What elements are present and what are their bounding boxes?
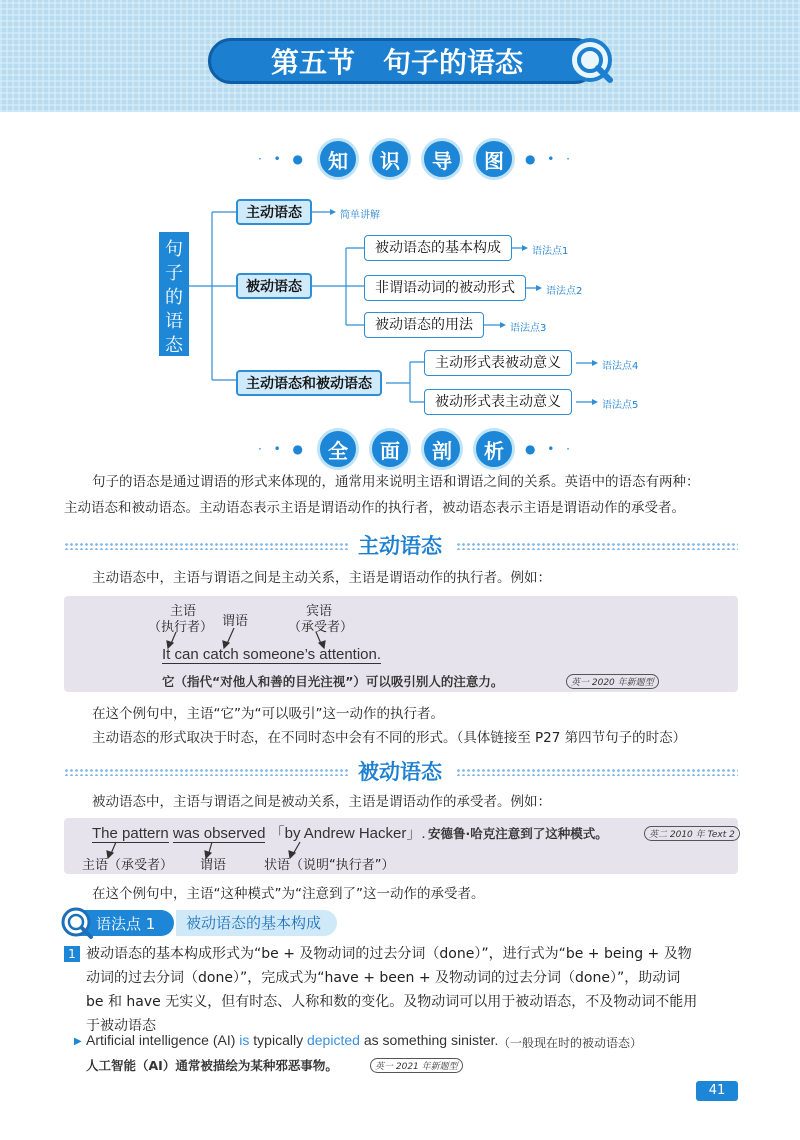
badge-char: 析 <box>473 428 515 470</box>
page-title: 第五节 句子的语态 <box>208 38 598 84</box>
grammar-example-note: （一般现在时的被动语态） <box>498 1036 643 1050</box>
ex-part-a: Artificial intelligence (AI) <box>86 1032 236 1048</box>
grammar-example-source: 英一 2021 年新题型 <box>370 1058 463 1073</box>
badge-char: 知 <box>317 138 359 180</box>
node-passive: 被动语态 <box>236 273 312 299</box>
ann-passive-subject: 主语（承受者） <box>82 858 174 873</box>
magnifier-small-icon <box>60 906 94 940</box>
badge-char: 图 <box>473 138 515 180</box>
passive-note: 在这个例句中，主语“这种模式”为“注意到了”这一动作的承受者。 <box>92 886 485 902</box>
active-example-zh: 它（指代“对他人和善的目光注视”）可以吸引别人的注意力。 <box>162 674 504 689</box>
ex-part-b: is <box>239 1032 250 1048</box>
badge-char: 全 <box>317 428 359 470</box>
node-passive-usage: 被动语态的用法 <box>364 312 484 338</box>
dots-decoration: ● • · <box>525 152 574 166</box>
grammar-point-tag-label: 语法点 1 <box>96 914 156 933</box>
ref-point-5: 语法点5 <box>602 400 639 411</box>
active-example-text: It can catch someone’s attention. <box>162 646 382 663</box>
ann-object-role: （承受者） <box>288 620 354 635</box>
passive-example-source: 英二 2010 年 Text 2 <box>644 826 740 841</box>
intro-line-2: 主动语态和被动语态。主动语态表示主语是谓语动作的执行者，被动语态表示主语是谓语动作的承受者。 <box>64 500 685 516</box>
node-passive-basic: 被动语态的基本构成 <box>364 235 512 261</box>
ann-passive-adverbial: 状语（说明“执行者”） <box>264 858 395 873</box>
mindmap-root: 句子的语态 <box>159 232 189 356</box>
node-active-form-passive: 主动形式表被动意义 <box>424 350 572 376</box>
ex-part-e: as something sinister. <box>363 1032 499 1048</box>
grammar-example-en <box>86 1032 498 1048</box>
grammar-text-2: 动词的过去分词（done）”，完成式为“have + been + 及物动词的过去分词（done）”，助动词 <box>86 970 681 986</box>
ann-predicate: 谓语 <box>222 614 249 629</box>
active-heading: 主动语态 <box>358 534 442 558</box>
dots-decoration: · • ● <box>258 152 307 166</box>
ann-subject: 主语 <box>170 604 197 619</box>
ref-point-1: 语法点1 <box>532 246 569 257</box>
grammar-point-title: 被动语态的基本构成 <box>176 910 337 936</box>
grammar-example-zh: 人工智能（AI）通常被描绘为某种邪恶事物。 <box>86 1058 338 1073</box>
active-lead: 主动语态中，主语与谓语之间是主动关系，主语是谓语动作的执行者。例如： <box>92 570 551 586</box>
passive-subject-text: The pattern <box>92 825 169 842</box>
node-passive-form-active: 被动形式表主动意义 <box>424 389 572 415</box>
ref-point-4: 语法点4 <box>602 361 639 372</box>
ex-part-c: typically <box>253 1032 304 1048</box>
passive-heading: 被动语态 <box>358 760 442 784</box>
ref-point-2: 语法点2 <box>546 286 583 297</box>
item-number: 1 <box>64 946 80 962</box>
active-note-2: 主动语态的形式取决于时态，在不同时态中会有不同的形式。（具体链接至 P27 第四节句子的时态） <box>92 730 687 746</box>
grammar-text-3: be 和 have 无实义，但有时态、人称和数的变化。及物动词可以用于被动语态，不及物动词不能用 <box>86 994 698 1010</box>
page-number: 41 <box>696 1081 738 1101</box>
bullet-arrow-icon: ▶ <box>74 1036 82 1047</box>
node-active-passive: 主动语态和被动语态 <box>236 370 382 396</box>
badge-char: 识 <box>369 138 411 180</box>
node-passive-nonfinite: 非谓语动词的被动形式 <box>364 275 526 301</box>
ex-part-d: depicted <box>306 1032 360 1048</box>
ann-subject-role: （执行者） <box>148 620 214 635</box>
ann-object: 宾语 <box>306 604 333 619</box>
passive-predicate-text: was observed <box>172 825 266 842</box>
dots-decoration: · • ● <box>258 442 307 456</box>
node-active-note: 简单讲解 <box>340 210 380 221</box>
node-active: 主动语态 <box>236 199 312 225</box>
active-note-1: 在这个例句中，主语“它”为“可以吸引”这一动作的执行者。 <box>92 706 444 722</box>
dots-decoration: ● • · <box>525 442 574 456</box>
badge-char: 导 <box>421 138 463 180</box>
grammar-text-1: 被动语态的基本构成形式为“be + 及物动词的过去分词（done）”，进行式为“be + being + 及物 <box>86 946 692 962</box>
badge-char: 剖 <box>421 428 463 470</box>
passive-adverbial-text: 「by Andrew Hacker」. <box>269 825 426 842</box>
active-example-source: 英一 2020 年新题型 <box>566 674 659 689</box>
grammar-text-4: 于被动语态 <box>86 1018 156 1034</box>
passive-lead: 被动语态中，主语与谓语之间是被动关系，主语是谓语动作的承受者。例如： <box>92 794 551 810</box>
badge-char: 面 <box>369 428 411 470</box>
ref-point-3: 语法点3 <box>510 323 547 334</box>
intro-line-1: 句子的语态是通过谓语的形式来体现的，通常用来说明主语和谓语之间的关系。英语中的语态有两种： <box>92 474 700 490</box>
ann-passive-predicate: 谓语 <box>200 858 227 873</box>
passive-example-zh: 安德鲁·哈克注意到了这种模式。 <box>428 826 608 841</box>
